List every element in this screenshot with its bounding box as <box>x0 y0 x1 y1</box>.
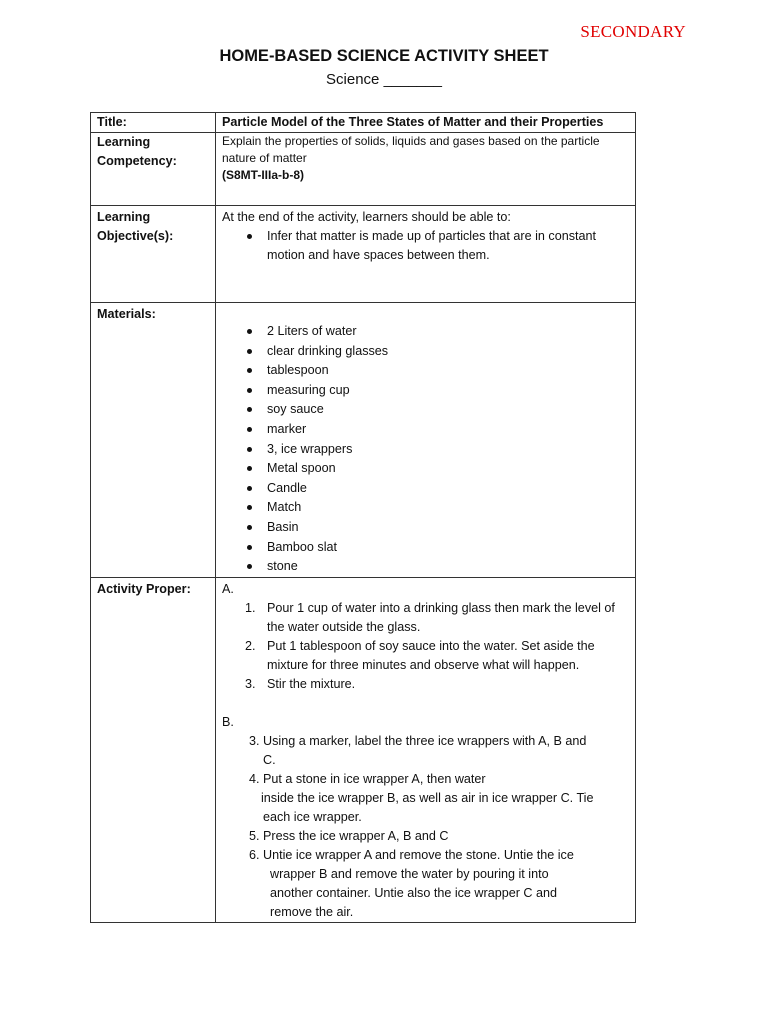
step-text: Stir the mixture. <box>267 676 356 691</box>
activity-table <box>90 112 636 923</box>
step-item <box>222 637 629 675</box>
step-b-line: inside the ice wrapper B, as well as air in ice wrapper C. Tie <box>261 790 594 805</box>
step-number: 2. <box>245 638 256 653</box>
secondary-tag: SECONDARY <box>580 22 686 41</box>
material-item: stone <box>222 557 629 577</box>
objectives-cell <box>216 206 636 303</box>
material-item: tablespoon <box>222 361 629 381</box>
objectives-list <box>222 227 629 265</box>
competency-code: (S8MT-IIIa-b-8) <box>222 168 305 182</box>
objectives-label-line1: Learning <box>97 210 151 224</box>
material-item: Candle <box>222 479 629 499</box>
step-item <box>222 675 629 694</box>
material-item: measuring cup <box>222 381 629 401</box>
material-item: soy sauce <box>222 400 629 420</box>
material-item: clear drinking glasses <box>222 342 629 362</box>
competency-cell <box>216 133 636 206</box>
materials-row <box>91 303 636 578</box>
part-b-steps <box>222 732 629 922</box>
material-item: Match <box>222 498 629 518</box>
material-item: Metal spoon <box>222 459 629 479</box>
competency-label-line1: Learning <box>97 135 151 149</box>
objectives-label <box>91 206 216 303</box>
part-a-steps <box>222 599 629 694</box>
step-item <box>222 599 629 637</box>
materials-list <box>222 322 629 577</box>
page-title: HOME-BASED SCIENCE ACTIVITY SHEET <box>219 47 549 65</box>
step-b-line: 4. Put a stone in ice wrapper A, then water <box>249 771 486 786</box>
material-item: 2 Liters of water <box>222 322 629 342</box>
activity-row <box>91 577 636 922</box>
competency-label-line2: Competency: <box>97 154 177 168</box>
part-a-heading: A. <box>222 581 234 596</box>
step-b-item <box>222 846 629 922</box>
step-text: Put 1 tablespoon of soy sauce into the water. Set aside the mixture for three minutes and observe what will happen. <box>267 638 595 672</box>
material-item: Bamboo slat <box>222 538 629 558</box>
step-b-line: each ice wrapper. <box>263 809 362 824</box>
step-b-item <box>222 770 629 827</box>
title-label: Title: <box>91 113 216 133</box>
step-b-line: 3. Using a marker, label the three ice wrappers with A, B and <box>249 733 587 748</box>
objective-item: Infer that matter is made up of particles that are in constant motion and have spaces between them. <box>222 227 629 265</box>
step-number: 3. <box>245 676 256 691</box>
step-b-item <box>222 827 629 846</box>
subject-subtitle: Science _______ <box>326 71 442 88</box>
material-item: Basin <box>222 518 629 538</box>
competency-text: Explain the properties of solids, liquids and gases based on the particle nature of matter <box>222 134 600 165</box>
step-number: 1. <box>245 600 256 615</box>
objectives-intro: At the end of the activity, learners should be able to: <box>222 210 511 224</box>
competency-row <box>91 133 636 206</box>
title-row <box>91 113 636 133</box>
activity-label: Activity Proper: <box>91 577 216 922</box>
material-item: 3, ice wrappers <box>222 440 629 460</box>
title-value: Particle Model of the Three States of Matter and their Properties <box>216 113 636 133</box>
step-b-line: another container. Untie also the ice wrapper C and <box>270 885 558 900</box>
part-b-heading: B. <box>222 714 234 729</box>
objectives-row <box>91 206 636 303</box>
step-b-item <box>222 732 629 770</box>
objectives-label-line2: Objective(s): <box>97 229 174 243</box>
step-b-line: 6. Untie ice wrapper A and remove the stone. Untie the ice <box>249 847 574 862</box>
step-text: Pour 1 cup of water into a drinking glass then mark the level of the water outside the glass. <box>267 600 615 634</box>
materials-cell <box>216 303 636 578</box>
step-b-line: remove the air. <box>270 904 354 919</box>
step-b-line: wrapper B and remove the water by pouring it into <box>270 866 549 881</box>
competency-label <box>91 133 216 206</box>
materials-label: Materials: <box>91 303 216 578</box>
step-b-line: C. <box>263 752 276 767</box>
step-b-line: 5. Press the ice wrapper A, B and C <box>249 828 449 843</box>
material-item: marker <box>222 420 629 440</box>
activity-cell <box>216 577 636 922</box>
